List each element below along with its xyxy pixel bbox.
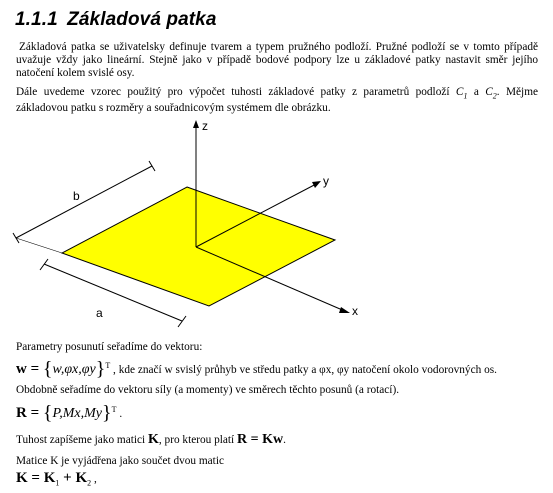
eq-r-content: P,Mx,My [52,406,103,421]
axis-z-label: z [202,119,208,133]
param-c1: $C_1$ [455,86,468,101]
section-heading [15,9,217,31]
equation-w: $w = \{w,\varphi x,\varphi y\}^T$ , kde značí w svislý průhyb ve středu patky a φx, φy natočení okolo vodorovných os. [16,358,497,380]
eq-k-lhs: K [16,470,28,486]
dimension-a-label: a [96,306,103,320]
eq-w-content: w,φx,φy [52,362,96,377]
axis-y-label: y [323,174,329,188]
matrix-k-symbol: K [148,432,159,447]
eq-w-lhs: w [16,361,27,377]
section-title: Základová patka [67,9,217,30]
formula-paragraph [16,86,538,115]
formula-paragraph-text: Dále uvedeme vzorec použitý pro výpočet tuhosti základové patky z parametrů podloží [16,86,456,98]
conjunction-text: a [467,86,486,98]
y-axis-arrowhead [312,181,321,188]
dimension-a-tick-2 [178,316,186,327]
dimension-b-tick-2 [149,161,155,171]
formula-paragraph-tail: . Mějme základovou patku s rozměry a souřadnicovým systémem dle obrázku. [16,86,538,115]
stiffness-text: Tuhost zapíšeme jako matici K, pro kterou platí R = Kw. [16,432,286,447]
matrix-sum-text: Matice K je vyjádřena jako součet dvou matic [16,455,224,467]
footing-diagram [0,112,553,330]
dimension-b-ext [16,238,62,253]
stiffness-equation: R = Kw [237,432,284,447]
z-axis-arrowhead [193,120,199,128]
x-axis-arrowhead [339,307,350,313]
eq-r-lhs: R [16,405,27,421]
footing-figure [0,112,553,330]
force-intro-text: Obdobně seřadíme do vektoru síly (a momenty) ve směrech těchto posunů (a rotací). [16,384,400,396]
vector-intro-text: Parametry posunutí seřadíme do vektoru: [16,341,203,353]
axis-x-label: x [352,304,358,318]
equation-r: $R = \{P,Mx,My\}^T$ . [16,402,123,424]
section-number: 1.1.1 [15,9,58,30]
param-c2: $C_2$ [485,86,497,101]
eq-w-description: , kde značí w svislý průhyb ve středu patky a φx, φy natočení okolo vodorovných os. [110,364,497,376]
intro-paragraph: Základová patka se uživatelsky definuje tvarem a typem pružného podloží. Pružné podloží se v tomto případě uvažuje vždy jako lineární. Stejně jako v případě bodové podpory lze u základové patky nastavit směr jejího natočení kolem svislé osy. [16,41,538,79]
dimension-b-label: b [73,189,80,203]
equation-k: $K = K_1 + K_2$ , [16,470,97,488]
dimension-a-tick-1 [40,259,48,270]
